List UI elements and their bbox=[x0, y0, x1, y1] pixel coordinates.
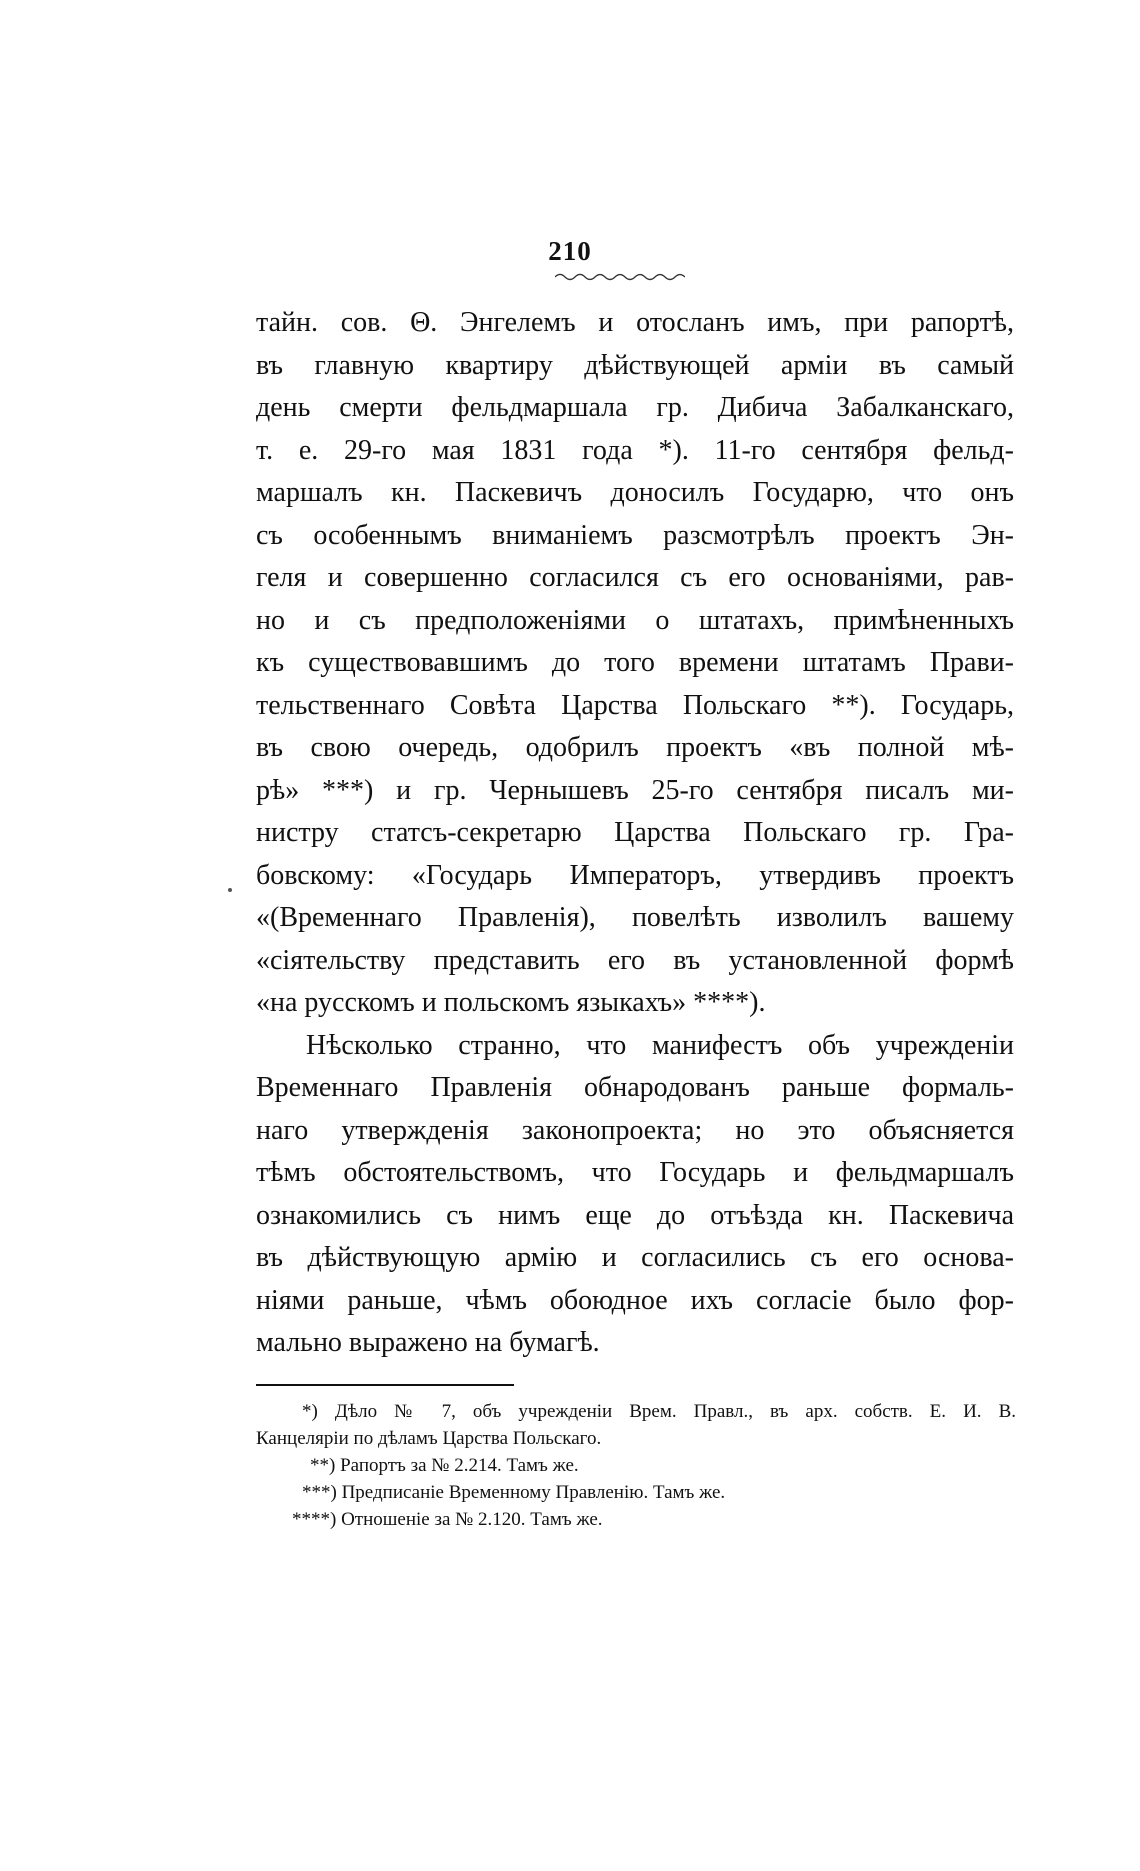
text-line: ознакомились съ нимъ еще до отъѣзда кн. Паскевича bbox=[256, 1199, 1014, 1231]
text-line: Временнаго Правленія обнародованъ раньше формаль- bbox=[256, 1072, 1014, 1103]
footnote-line: Канцеляріи по дѣламъ Царства Польскаго. bbox=[256, 1428, 602, 1449]
text-line: бовскому: «Государь Императоръ, утвердивъ проектъ bbox=[256, 859, 1014, 891]
text-line: т. е. 29-го мая 1831 года *). 11-го сентября фельд- bbox=[256, 434, 1014, 466]
text-line: тайн. сов. Θ. Энгелемъ и отосланъ имъ, при рапортѣ, bbox=[256, 307, 1014, 338]
text-line: тельственнаго Совѣта Царства Польскаго **). Государь, bbox=[256, 689, 1014, 721]
text-line: тѣмъ обстоятельствомъ, что Государь и фельдмаршалъ bbox=[256, 1157, 1014, 1188]
footnote-line: **) Рапортъ за № 2.214. Тамъ же. bbox=[310, 1455, 579, 1476]
text-line: день смерти фельдмаршала гр. Дибича Забалканскаго, bbox=[256, 392, 1014, 423]
text-line: «сіятельству представить его въ установленной формѣ bbox=[256, 944, 1014, 976]
text-line: въ свою очередь, одобрилъ проектъ «въ полной мѣ- bbox=[256, 732, 1014, 763]
footnotes bbox=[256, 1398, 1016, 1533]
text-line: нистру статсъ-секретарю Царства Польскаго гр. Гра- bbox=[256, 817, 1014, 848]
text-line: съ особеннымъ вниманіемъ разсмотрѣлъ проектъ Эн- bbox=[256, 519, 1014, 551]
footnote-line: ***) Предписаніе Временному Правленію. Тамъ же. bbox=[302, 1482, 726, 1503]
text-line: наго утвержденія законопроекта; но это объясняется bbox=[256, 1114, 1014, 1146]
text-line: маршалъ кн. Паскевичъ доносилъ Государю, что онъ bbox=[256, 477, 1014, 508]
page-number: 210 bbox=[548, 236, 592, 266]
footnote-line: *) Дѣло № 7, объ учрежденіи Врем. Правл., въ арх. собств. Е. И. В. bbox=[302, 1401, 1016, 1422]
text-line: но и съ предположеніями о штатахъ, примѣненныхъ bbox=[256, 604, 1014, 636]
footnote-divider bbox=[256, 1384, 514, 1386]
text-line: «(Временнаго Правленія), повелѣть изволилъ вашему bbox=[256, 902, 1014, 933]
text-line: рѣ» ***) и гр. Чернышевъ 25-го сентября писалъ ми- bbox=[256, 774, 1014, 806]
page-number-ornament bbox=[555, 272, 685, 282]
text-line: въ главную квартиру дѣйствующей арміи въ самый bbox=[256, 349, 1014, 381]
main-text bbox=[256, 302, 1014, 1365]
text-line: «на русскомъ и польскомъ языкахъ» ****). bbox=[256, 987, 766, 1018]
text-line: въ дѣйствующую армію и согласились съ его основа- bbox=[256, 1242, 1014, 1273]
text-line: мально выражено на бумагѣ. bbox=[256, 1327, 600, 1358]
footnote-line: ****) Отношеніе за № 2.120. Тамъ же. bbox=[292, 1509, 603, 1530]
text-line: Нѣсколько странно, что манифестъ объ учрежденіи bbox=[306, 1029, 1014, 1061]
text-line: ніями раньше, чѣмъ обоюдное ихъ согласіе было фор- bbox=[256, 1284, 1014, 1316]
text-line: геля и совершенно согласился съ его основаніями, рав- bbox=[256, 562, 1014, 593]
margin-dot bbox=[228, 888, 232, 892]
text-line: къ существовавшимъ до того времени штатамъ Прави- bbox=[256, 647, 1014, 678]
